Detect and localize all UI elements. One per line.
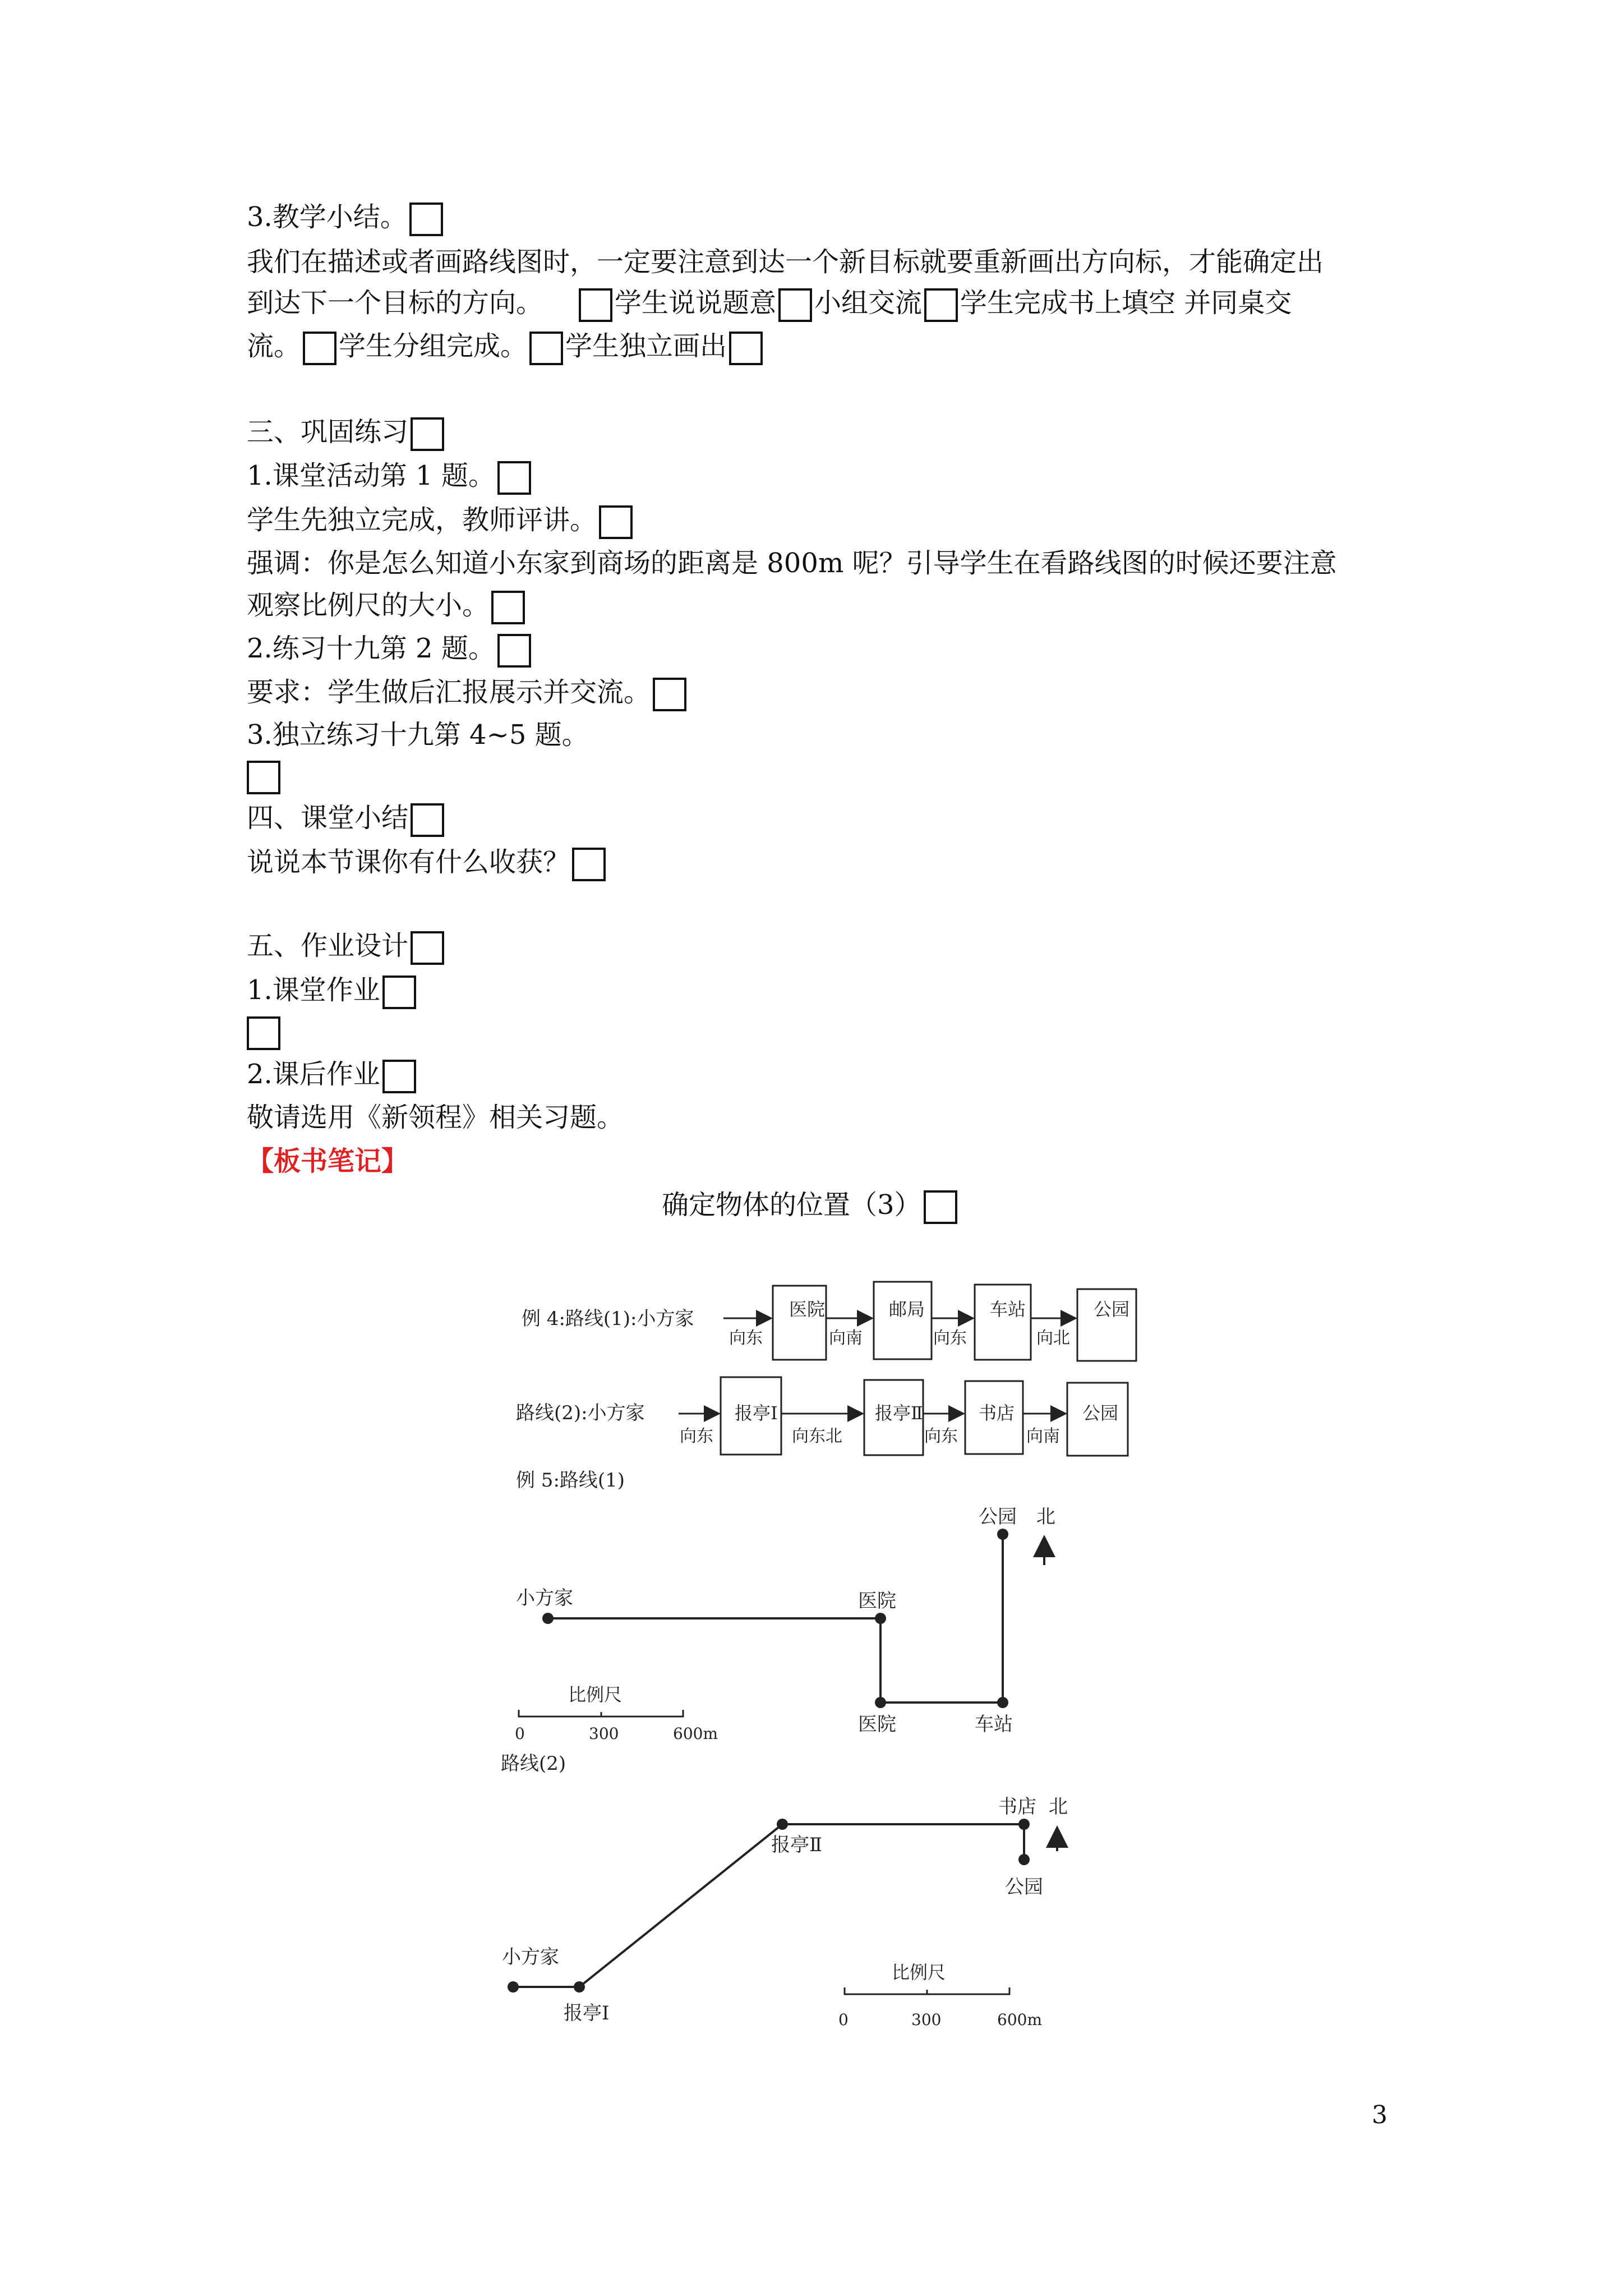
- ex5-route2-label: 路线(2): [501, 1752, 566, 1775]
- point-label: 医院: [858, 1590, 896, 1612]
- direction-label: 向南: [1026, 1427, 1060, 1446]
- place-label: 书店: [979, 1402, 1015, 1424]
- teaching-summary-label: 3.教学小结。: [247, 201, 407, 233]
- point-label: 报亭Ⅱ: [771, 1834, 823, 1856]
- point-label: 报亭Ⅰ: [564, 2002, 610, 2024]
- summary-text: 我们在描述或者画路线图时，一定要注意到达一个新目标就要重新画出方向标，才能确定出: [247, 246, 1324, 278]
- place-label: 公园: [1094, 1299, 1130, 1320]
- activity-text: 流。: [247, 330, 301, 362]
- question-text: 说说本节课你有什么收获？: [247, 846, 570, 878]
- section-heading: 四、课堂小结: [247, 802, 409, 834]
- homework-text: 敬请选用《新领程》相关习题。: [247, 1102, 624, 1133]
- place-label: 公园: [1082, 1402, 1119, 1424]
- place-label: 车站: [990, 1299, 1026, 1320]
- exercise-text: 3.独立练习十九第 4~5 题。: [247, 719, 589, 751]
- homework-text: 1.课堂作业: [247, 974, 380, 1006]
- point-label: 小方家: [516, 1587, 573, 1609]
- activity-text: 学生独立画出: [565, 330, 727, 362]
- scale-tick-label: 600m: [997, 2010, 1042, 2029]
- homework-text: 2.课后作业: [247, 1059, 380, 1090]
- place-label: 医院: [789, 1299, 826, 1320]
- scale-label: 比例尺: [892, 1962, 946, 1983]
- exercise-text: 2.练习十九第 2 题。: [247, 633, 495, 664]
- direction-label: 向东北: [792, 1427, 842, 1446]
- point-label: 小方家: [502, 1946, 559, 1968]
- ex4-route1-label: 例 4:路线(1):小方家: [522, 1308, 694, 1330]
- route-point: [875, 1613, 886, 1624]
- place-label: 报亭Ⅰ: [735, 1402, 778, 1424]
- route-point: [777, 1819, 788, 1830]
- scale-tick-label: 0: [515, 1724, 525, 1743]
- scale-tick-label: 300: [911, 2010, 942, 2029]
- route-point: [875, 1697, 886, 1708]
- north-label: 北: [1049, 1796, 1068, 1818]
- place-box: [874, 1282, 932, 1359]
- direction-label: 向东: [729, 1328, 763, 1348]
- exercise-text: 强调：你是怎么知道小东家到商场的距离是 800m 呢？引导学生在看路线图的时候还要注意: [247, 547, 1337, 579]
- route-point: [1018, 1854, 1030, 1865]
- place-label: 报亭Ⅱ: [875, 1402, 923, 1424]
- direction-label: 向北: [1036, 1328, 1070, 1348]
- direction-label: 向南: [829, 1328, 863, 1348]
- place-box: [975, 1285, 1031, 1360]
- route-point: [997, 1697, 1008, 1708]
- north-label: 北: [1036, 1506, 1055, 1528]
- exercise-text: 学生先独立完成，教师评讲。: [247, 504, 597, 536]
- point-label: 车站: [975, 1713, 1013, 1736]
- point-label: 公园: [979, 1506, 1017, 1528]
- board-notes-label: 【板书笔记】: [247, 1145, 409, 1177]
- place-box: [773, 1286, 826, 1360]
- direction-label: 向东: [933, 1328, 967, 1348]
- route-point: [542, 1613, 554, 1624]
- exercise-text: 要求：学生做后汇报展示并交流。: [247, 677, 651, 708]
- page-number: 3: [1372, 2101, 1387, 2129]
- activity-text: 小组交流: [814, 287, 923, 319]
- route-point: [997, 1529, 1008, 1540]
- activity-text: 学生完成书上填空 并同桌交: [960, 287, 1292, 319]
- activity-text: 学生说说题意: [615, 287, 777, 319]
- exercise-text: 1.课堂活动第 1 题。: [247, 460, 495, 491]
- route-path: [548, 1534, 1003, 1703]
- direction-label: 向东: [680, 1427, 713, 1446]
- scale-tick-label: 0: [838, 2010, 849, 2029]
- point-label: 医院: [858, 1713, 896, 1736]
- place-label: 邮局: [889, 1299, 925, 1320]
- direction-label: 向东: [924, 1427, 958, 1446]
- exercise-text: 观察比例尺的大小。: [247, 590, 490, 621]
- ex4-route2-label: 路线(2):小方家: [516, 1402, 645, 1424]
- ex5-route1-label: 例 5:路线(1): [516, 1469, 625, 1492]
- route-path: [513, 1824, 1024, 1987]
- section-heading: 五、作业设计: [247, 930, 409, 961]
- point-label: 书店: [998, 1796, 1036, 1818]
- point-label: 公园: [1005, 1876, 1043, 1898]
- summary-text: 到达下一个目标的方向。: [247, 287, 543, 319]
- scale-tick-label: 300: [589, 1724, 619, 1743]
- route-point: [1018, 1819, 1030, 1830]
- route-point: [574, 1981, 585, 1993]
- board-title-text: 确定物体的位置（3）: [662, 1189, 921, 1221]
- scale-label: 比例尺: [568, 1684, 623, 1705]
- activity-text: 学生分组完成。: [339, 330, 528, 362]
- scale-tick-label: 600m: [673, 1724, 718, 1743]
- section-heading: 三、巩固练习: [247, 416, 409, 448]
- route-point: [508, 1981, 519, 1993]
